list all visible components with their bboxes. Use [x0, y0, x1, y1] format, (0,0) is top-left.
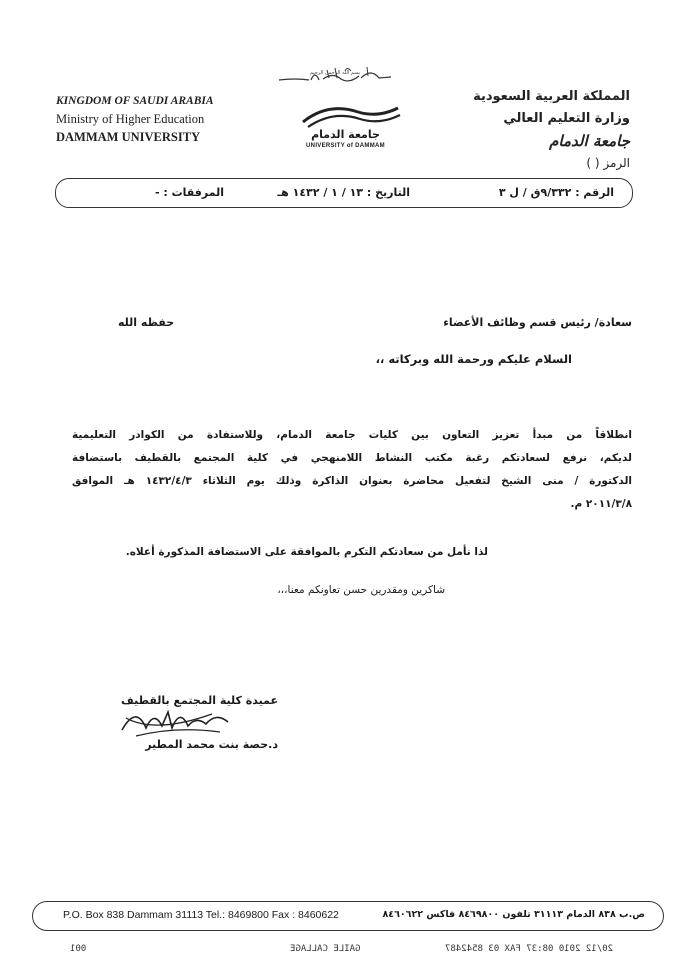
- thanks-text: شاكرين ومقدرين حسن تعاونكم معنا،،،: [277, 584, 445, 596]
- honorific: حفظه الله: [118, 316, 175, 329]
- university-logo: [288, 100, 413, 155]
- logo-english-text: UNIVERSITY of DAMMAM: [306, 143, 385, 149]
- logo-arabic-text: جامعة الدمام: [311, 128, 380, 141]
- paragraph-line: الدكتورة / منى الشيخ لتفعيل محاضرة بعنوان الذاكرة وذلك يوم الثلاثاء ١٤٣٢/٤/٣ هـ الموافق: [72, 475, 632, 487]
- reference-number: الرقم : ٩/٣٣٢ق / ل ٣: [498, 186, 614, 199]
- paragraph-line: لديكم، نرفع لسعادتكم رغبة مكتب النشاط اللامنهجي في كلية المجتمع بالقطيف باستضافة: [72, 452, 632, 464]
- english-header: [56, 92, 276, 146]
- fax-page: 001: [70, 944, 87, 954]
- footer-english: P.O. Box 838 Dammam 31113 Tel.: 8469800 Fax : 8460622: [63, 909, 339, 921]
- request-text: لذا نأمل من سعادتكم التكرم بالموافقة على الاستضافة المذكورة أعلاه.: [125, 546, 488, 558]
- ministry-en: Ministry of Higher Education: [56, 112, 205, 126]
- fax-header-line: [70, 944, 690, 960]
- basmala-calligraphy: [275, 62, 395, 86]
- footer-contact-box: [32, 901, 664, 931]
- code-field: الرمز ( ): [586, 156, 630, 170]
- body-paragraph: [72, 424, 632, 516]
- kingdom-ar: المملكة العربية السعودية: [473, 89, 630, 104]
- paragraph-line: ٢٠١١/٣/٨ م.: [570, 498, 632, 510]
- paragraph-line: انطلاقاً من مبدأ تعزيز التعاون بين كليات جامعة الدمام، وللاستفادة من الكوادر التعليمية: [72, 429, 632, 441]
- arabic-header: [430, 86, 630, 174]
- basmala-text: بسم الله الرحمن الرحيم: [309, 70, 361, 76]
- university-en: DAMMAM UNIVERSITY: [56, 130, 201, 144]
- signature-scribble-icon: [116, 700, 236, 740]
- signature-title: عميدة كلية المجتمع بالقطيف: [121, 694, 278, 707]
- kingdom-en: KINGDOM OF SAUDI ARABIA: [56, 95, 214, 107]
- logo-waves-icon: [288, 100, 413, 130]
- reference-date: التاريخ : ١٣ / ١ / ١٤٣٢ هـ: [277, 186, 410, 199]
- fax-timestamp: 20/12 2010 08:37 FAX 03 8542487: [445, 944, 613, 954]
- ministry-ar: وزارة التعليم العالي: [503, 111, 630, 126]
- fax-sender: GAILE CALLAGE: [290, 944, 361, 954]
- reference-attachments: المرفقات : -: [154, 186, 224, 199]
- footer-arabic: ص.ب ٨٣٨ الدمام ٣١١١٣ تلفون ٨٤٦٩٨٠٠ فاكس ٨٤٦٠٦٢٢: [382, 909, 645, 920]
- university-ar: جامعة الدمام: [549, 132, 630, 150]
- signature-name: د.حصة بنت محمد المطير: [145, 738, 278, 751]
- reference-box: [55, 178, 633, 208]
- greeting: السلام عليكم ورحمة الله وبركاته ،،: [375, 352, 572, 366]
- signature-block: [108, 692, 278, 767]
- addressee: سعادة/ رئيس قسم وظائف الأعضاء: [443, 316, 632, 329]
